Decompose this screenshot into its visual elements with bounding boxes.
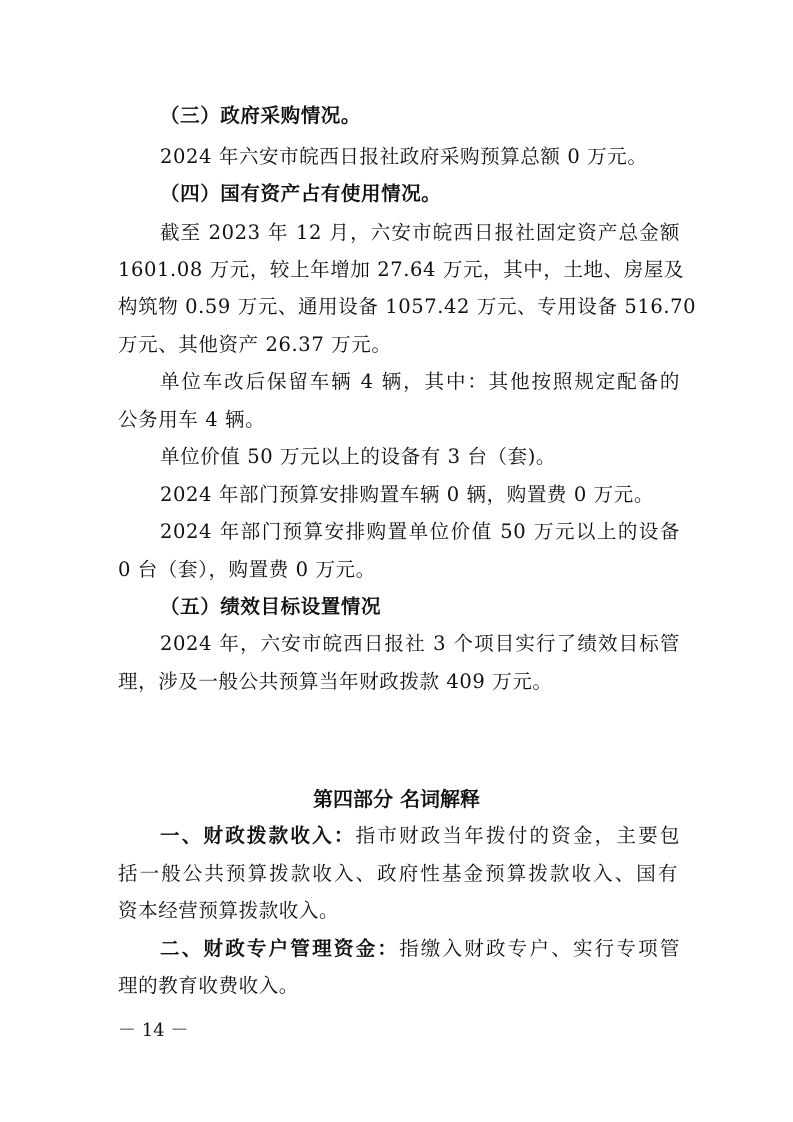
term2-line1 bbox=[160, 935, 680, 963]
term1-line3: 资本经营预算拨款收入。 bbox=[118, 899, 340, 922]
term2-label: 二、财政专户管理资金： bbox=[160, 937, 400, 960]
assets-p2-line2: 公务用车 4 辆。 bbox=[118, 408, 266, 431]
procurement-heading: （三）政府采购情况。 bbox=[160, 104, 362, 127]
assets-p1-line3: 构筑物 0.59 万元、通用设备 1057.42 万元、专用设备 516.70 bbox=[118, 295, 697, 318]
performance-heading: （五）绩效目标设置情况 bbox=[160, 595, 382, 618]
assets-p1-line4: 万元、其他资产 26.37 万元。 bbox=[118, 333, 392, 356]
term1-text: 指市财政当年拨付的资金，主要包 bbox=[355, 824, 680, 847]
performance-line1: 2024 年，六安市皖西日报社 3 个项目实行了绩效目标管 bbox=[160, 632, 680, 655]
assets-p5-line1: 2024 年部门预算安排购置单位价值 50 万元以上的设备 bbox=[160, 520, 680, 543]
performance-line2: 理，涉及一般公共预算当年财政拨款 409 万元。 bbox=[118, 670, 553, 693]
assets-heading: （四）国有资产占有使用情况。 bbox=[160, 182, 442, 205]
term1-line1 bbox=[160, 822, 680, 850]
assets-p5-line2: 0 台（套），购置费 0 万元。 bbox=[118, 558, 376, 581]
procurement-text: 2024 年六安市皖西日报社政府采购预算总额 0 万元。 bbox=[160, 145, 648, 168]
part4-title: 第四部分 名词解释 bbox=[313, 787, 480, 811]
term1-line2: 括一般公共预算拨款收入、政府性基金预算拨款收入、国有 bbox=[118, 862, 678, 885]
assets-p2-line1: 单位车改后保留车辆 4 辆，其中：其他按照规定配备的 bbox=[160, 370, 680, 393]
assets-p1-line2: 1601.08 万元，较上年增加 27.64 万元，其中，土地、房屋及 bbox=[118, 258, 685, 281]
assets-p4: 2024 年部门预算安排购置车辆 0 辆，购置费 0 万元。 bbox=[160, 483, 654, 506]
term1-label: 一、财政拨款收入： bbox=[160, 824, 356, 847]
term2-line2: 理的教育收费收入。 bbox=[118, 974, 299, 997]
assets-p1-line1: 截至 2023 年 12 月，六安市皖西日报社固定资产总金额 bbox=[160, 221, 680, 244]
page-number: － 14 － bbox=[118, 1020, 189, 1041]
term2-text: 指缴入财政专户、实行专项管 bbox=[399, 937, 680, 960]
assets-p3: 单位价值 50 万元以上的设备有 3 台（套)。 bbox=[160, 445, 557, 468]
